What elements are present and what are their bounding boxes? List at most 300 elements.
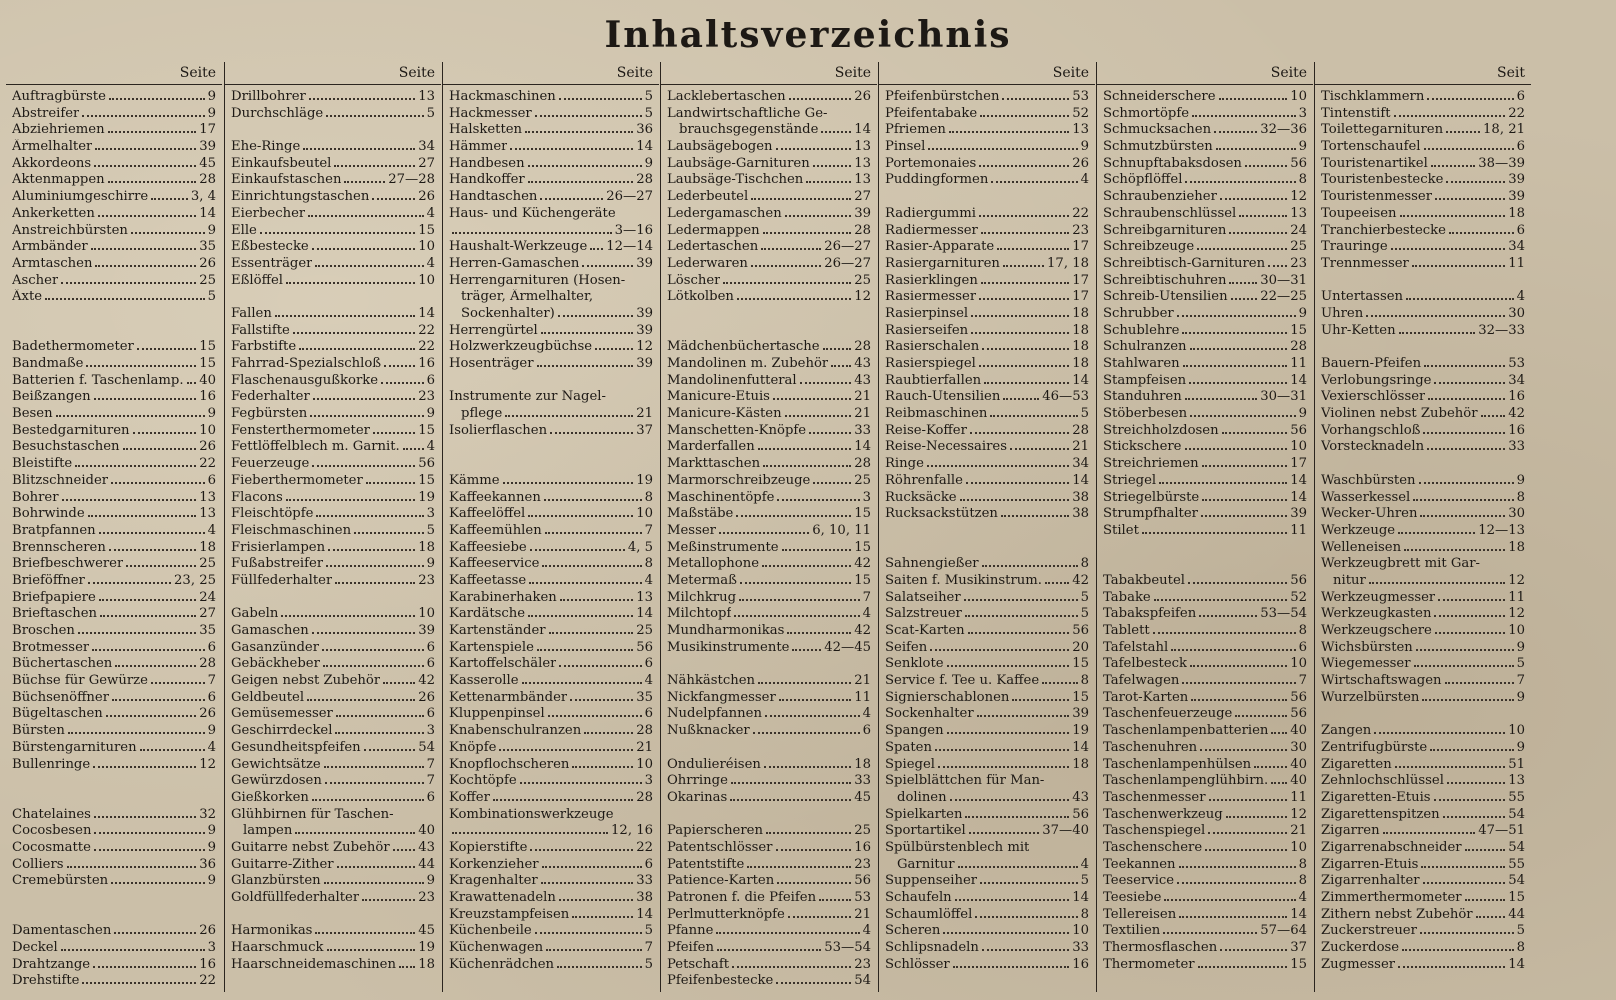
entry-page: 45 [199,155,216,171]
index-entry [12,757,216,774]
entry-term: Rauch-Utensilien [885,389,1001,405]
entry-term: Schreibtischuhren [1103,272,1227,288]
entry-term: Einrichtungstaschen [231,189,370,205]
index-entry [667,89,871,106]
entry-page: 5 [207,289,216,305]
entry-term: Kochtöpfe [449,773,517,789]
entry-page: 17, 18 [1047,255,1089,271]
leader-dots [958,866,1078,868]
leader-dots [1406,298,1514,300]
entry-page: 15 [418,422,435,438]
leader-dots [334,165,415,167]
entry-page: 21 [1072,439,1089,455]
index-entry [231,957,435,974]
entry-page: 15 [1072,689,1089,705]
leader-dots [1476,916,1506,918]
entry-page: 9 [1516,639,1525,655]
entry-page: 25 [636,623,653,638]
entry-term: Streichholzdosen [1103,422,1219,438]
leader-dots [559,665,641,667]
leader-dots [1189,382,1287,384]
entry-page: 22—25 [1260,289,1307,305]
leader-dots [525,131,633,133]
leader-dots [1427,448,1505,450]
entry-term: Strumpfhalter [1103,506,1198,522]
leader-dots [336,715,424,717]
leader-dots [1435,198,1505,200]
leader-dots [747,866,851,868]
index-entry [231,406,435,423]
entry-term: Herrengürtel [449,322,538,338]
entry-term: Milchtopf [667,606,732,622]
entry-term: Papierscheren [667,823,763,839]
index-entry [12,239,216,256]
entry-term: Armbänder [12,239,88,255]
entry-term: Trennmesser [1321,255,1409,271]
entry-page: 13 [1508,773,1525,789]
entry-term: Standuhren [1103,389,1182,405]
entry-page: 11 [1508,589,1525,605]
entry-page: 44 [1508,906,1525,922]
entry-term: Manschetten-Knöpfe [667,422,807,438]
index-entry [231,106,435,123]
entry-page: 52 [1072,105,1089,121]
entry-page: 16 [199,389,216,405]
entry-term: Batterien f. Taschenlamp. [12,372,184,388]
entry-term: Sockenhalter) [461,305,555,321]
entry-page: 26 [854,89,871,104]
index-entry [12,940,216,957]
entry-page: 10 [636,506,653,522]
entry-page: 17 [199,122,216,138]
index-entry [449,773,653,790]
index-column-3 [442,62,659,992]
entry-term: Thermosflaschen [1103,940,1218,956]
index-entry [1321,656,1525,673]
leader-dots [730,799,851,801]
leader-dots [529,582,641,584]
entry-term: Tafelbesteck [1103,656,1188,672]
entry-page: 23 [1072,222,1089,238]
leader-dots [1142,532,1287,534]
leader-dots [337,866,416,868]
index-entry [1321,857,1525,874]
leader-dots [326,115,423,117]
entry-term: Kaffeesiebe [449,539,527,555]
entry-page: 13 [854,155,871,171]
leader-dots [716,932,859,934]
leader-dots [1465,899,1506,901]
entry-term: Haushalt-Werkzeuge [449,239,588,255]
entry-term: Lacklebertaschen [667,89,786,104]
entry-term: Kettenarmbänder [449,689,568,705]
leader-dots [1434,799,1506,801]
entry-term: Schmucksachen [1103,122,1212,138]
entry-term: Schnupftabaksdosen [1103,155,1242,171]
spacer [885,189,1089,206]
entry-page: 4 [1516,289,1525,305]
leader-dots [572,766,633,768]
leader-dots [1413,499,1513,501]
entry-page: 3 [426,506,435,522]
entry-term: Kämme [449,472,500,488]
entry-term: Mädchenbüchertasche [667,339,820,355]
index-entry [1103,89,1307,106]
entry-term: Zigaretten [1321,756,1392,772]
leader-dots [1423,432,1505,434]
index-entry [885,723,1089,740]
leader-dots [785,215,851,217]
entry-page: 16 [1072,956,1089,972]
entry-page: 6 [862,723,871,739]
entry-page: 9 [1298,305,1307,321]
leader-dots [312,799,424,801]
index-entry [667,690,871,707]
index-entry [667,406,871,423]
leader-dots [990,415,1077,417]
leader-dots [91,248,197,250]
leader-dots [971,332,1069,334]
leader-dots [1191,699,1287,701]
entry-term: Bandmaße [12,356,84,371]
entry-term: Pfanne [667,923,714,939]
entry-term: träger, Ärmelhalter, [461,289,594,305]
leader-dots [557,966,642,968]
entry-term: Reise-Koffer [885,422,967,438]
entry-page: 6 [1516,89,1525,104]
entry-term: Sockenhalter [885,706,974,722]
entry-term: Kragenhalter [449,873,538,889]
leader-dots [734,615,859,617]
entry-page: 14 [1290,372,1307,388]
entry-page: 18 [1072,356,1089,371]
index-entry [449,957,653,974]
index-entry [231,773,435,790]
entry-page: 24 [199,589,216,605]
index-entry [231,389,435,406]
entry-page: 10 [1290,439,1307,455]
entry-term: pflege [461,406,503,422]
entry-page: 8 [644,489,653,505]
entry-term: Kartenständer [449,623,546,638]
index-entry [885,356,1089,373]
entry-term: Cremebürsten [12,873,109,889]
entry-term: Schreibgarnituren [1103,222,1227,238]
leader-dots [151,198,188,200]
entry-page: 9 [1516,689,1525,705]
entry-page: 22 [199,456,216,472]
index-entry [885,156,1089,173]
leader-dots [115,665,196,667]
entry-term: Guitarre nebst Zubehör [231,839,390,855]
entry-page: 28 [199,656,216,672]
column-header: Seite [661,62,877,85]
leader-dots [719,532,809,534]
entry-page: 56 [1290,689,1307,705]
entry-term: Stickschere [1103,439,1182,455]
leader-dots [364,749,416,751]
entry-page: 42—45 [824,639,871,655]
leader-dots [528,165,642,167]
leader-dots [1177,315,1296,317]
index-entry [12,640,216,657]
index-column-4 [660,62,877,992]
entry-page: 25 [1290,239,1307,255]
entry-term: Nudelpfannen [667,706,762,722]
index-entry [667,523,871,540]
index-entry [231,206,435,223]
entry-page: 51 [1508,756,1525,772]
entry-term: Tafelstahl [1103,639,1169,655]
entry-page: 10 [1290,656,1307,672]
entry-page: 15 [1072,656,1089,672]
entry-term: Mundharmonikas [667,623,785,638]
entry-term: Schreibtisch-Garnituren [1103,255,1266,271]
entry-page: 43 [854,372,871,388]
leader-dots [763,465,851,467]
entry-term: Eßlöffel [231,272,283,288]
entry-page: 5 [1080,606,1089,622]
leader-dots [1421,866,1505,868]
entry-page: 23 [418,389,435,405]
entry-term: Eßbestecke [231,239,309,255]
index-entry [1103,106,1307,123]
leader-dots [979,165,1069,167]
page-title: Inhaltsverzeichnis [604,14,1012,56]
entry-term: Ringe [885,456,924,472]
leader-dots [1229,232,1287,234]
index-entry [885,890,1089,907]
entry-page: 14 [636,906,653,922]
index-entry [231,439,435,456]
entry-term: Brennscheren [12,539,106,555]
leader-dots [1404,549,1505,551]
leader-dots [354,532,424,534]
leader-dots [1434,382,1505,384]
entry-term: Pfeifenbürstchen [885,89,1000,104]
leader-dots [335,732,423,734]
index-entry [231,723,435,740]
entry-term: Colliers [12,856,64,872]
index-entry [667,606,871,623]
entry-term: Isolierflaschen [449,422,548,438]
entry-term: Tabakspfeifen [1103,606,1197,622]
entry-term: Kaffeeservice [449,556,540,572]
entry-term: Hackmesser [449,105,532,121]
entry-term: Glühbirnen für Taschen- [231,806,394,822]
leader-dots [980,115,1069,117]
entry-term: Marderfallen [667,439,755,455]
index-entry [885,406,1089,423]
leader-dots [1220,949,1287,951]
entry-page: 26 [199,923,216,939]
entry-page: 9 [207,89,216,104]
entry-page: 30 [1508,305,1525,321]
index-entry [231,490,435,507]
entry-page: 6 [426,656,435,672]
entry-term: Ascher [12,272,59,288]
leader-dots [295,832,415,834]
entry-page: 55 [1508,789,1525,805]
entry-page: 14 [199,205,216,221]
entry-page: 14 [1290,489,1307,505]
leader-dots [86,365,196,367]
entry-page: 8 [1298,873,1307,889]
entry-page: 22 [418,339,435,355]
index-entry [1103,139,1307,156]
index-entry [1103,573,1307,590]
index-entry [231,840,435,857]
index-entry [449,857,653,874]
index-entry [1103,223,1307,240]
entry-term: Pfriemen [885,122,946,138]
entry-term: Schmutzbürsten [1103,139,1213,155]
entry-page: 4 [426,255,435,271]
index-entry [231,807,435,824]
entry-page: 18, 21 [1483,122,1525,138]
index-entry [449,907,653,924]
index-entry [667,923,871,940]
entry-page: 32 [199,806,216,822]
leader-dots [935,749,1069,751]
index-entry [449,89,653,106]
index-entry [667,156,871,173]
column-header: Seite [225,62,441,85]
leader-dots [537,365,634,367]
leader-dots [991,181,1077,183]
leader-dots [68,732,205,734]
index-entry [1321,223,1525,240]
entry-page: 11 [1290,522,1307,538]
entry-term: Haarschmuck [231,940,324,956]
entry-term: Reibmaschinen [885,406,988,422]
leader-dots [1216,148,1296,150]
entry-term: Gabeln [231,606,279,622]
leader-dots [1449,232,1514,234]
leader-dots [982,565,1078,567]
entry-term: Abziehriemen [12,122,105,138]
entry-page: 39 [1290,506,1307,522]
index-entry [1103,757,1307,774]
index-entry [1321,690,1525,707]
entry-term: Kopierstifte [449,839,528,855]
entry-page: 5 [644,956,653,972]
leader-dots [1163,932,1257,934]
index-entry [12,289,216,306]
index-entry [1321,907,1525,924]
leader-dots [111,882,204,884]
leader-dots [977,715,1070,717]
entry-page: 6 [426,639,435,655]
entry-page: 4 [1080,172,1089,188]
entry-term: Rasierspiegel [885,356,976,371]
leader-dots [1268,265,1287,267]
index-entry [449,206,653,223]
leader-dots [1202,499,1287,501]
entry-term: Puddingformen [885,172,989,188]
entry-page: 13 [199,506,216,522]
spacer [1321,456,1525,473]
index-entry [885,556,1089,573]
leader-dots [979,365,1069,367]
spacer [12,306,216,323]
leader-dots [1445,682,1514,684]
entry-page: 14 [636,606,653,622]
entry-page: 18 [418,539,435,555]
entry-term: Küchenbeile [449,923,532,939]
entry-term: Cocosmatte [12,839,91,855]
index-entry [1103,206,1307,223]
entry-page: 6 [426,706,435,722]
leader-dots [777,882,851,884]
leader-dots [984,382,1069,384]
leader-dots [1208,832,1287,834]
entry-term: Knabenschulranzen [449,723,582,739]
entry-term: Zigaretten-Etuis [1321,789,1431,805]
entry-page: 53 [1072,89,1089,104]
index-entry [12,673,216,690]
entry-list [661,85,877,990]
entry-list [1315,85,1531,973]
entry-term: Saiten f. Musikinstrum. [885,572,1042,588]
leader-dots [1220,198,1287,200]
entry-term: Verlobungsringe [1321,372,1432,388]
entry-term: Kombinationswerkzeuge [449,806,614,822]
leader-dots [765,715,860,717]
entry-page: 30—31 [1260,389,1307,405]
entry-term: Handbesen [449,155,525,171]
entry-page: 10 [1290,839,1307,855]
index-entry [1103,790,1307,807]
leader-dots [782,549,852,551]
column-header: Seite [6,62,222,85]
entry-term: Fleischmaschinen [231,522,352,538]
leader-dots [955,899,1070,901]
index-entry [231,139,435,156]
entry-page: 9 [426,556,435,572]
leader-dots [312,248,415,250]
entry-page: 14 [854,122,871,138]
entry-page: 39 [854,205,871,221]
leader-dots [503,482,634,484]
index-entry [1103,356,1307,373]
leader-dots [366,482,415,484]
leader-dots [384,365,415,367]
leader-dots [1209,799,1288,801]
entry-term: Taschenspiegel [1103,823,1206,839]
entry-page: 28 [199,172,216,188]
entry-term: Kaffeekannen [449,489,541,505]
entry-page: 53 [854,890,871,905]
entry-term: Einkaufsbeutel [231,155,332,171]
index-entry [449,406,653,423]
leader-dots [1420,515,1505,517]
leader-dots [1427,98,1513,100]
entry-term: Gasanzünder [231,639,320,655]
index-entry [12,223,216,240]
index-entry [1103,406,1307,423]
entry-page: 27 [199,606,216,622]
leader-dots [1205,849,1287,851]
entry-page: 17 [1072,239,1089,255]
leader-dots [324,766,424,768]
leader-dots [82,115,204,117]
entry-page: 9 [644,155,653,171]
entry-term: Thermometer [1103,956,1195,972]
entry-page: 16 [199,956,216,972]
entry-page: 14 [418,305,435,321]
index-entry [12,506,216,523]
